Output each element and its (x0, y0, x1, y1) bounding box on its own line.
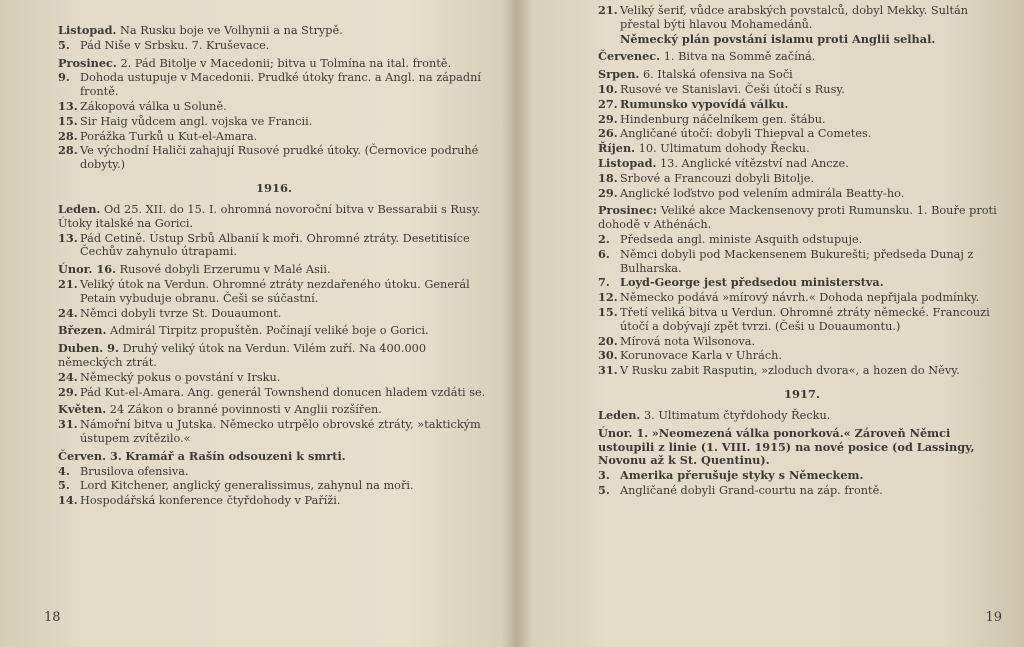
chronology-entry (598, 469, 1006, 483)
chronology-entry (58, 386, 490, 400)
entry-text: Německý plán povstání islamu proti Anglii selhal. (620, 31, 936, 46)
entry-text: 2. Pád Bitolje v Macedonii; bitva u Tolmína na ital. frontě. (120, 56, 452, 70)
entry-date: 29. (58, 384, 78, 399)
chronology-entry (58, 307, 490, 321)
entry-text: Korunovace Karla v Uhrách. (620, 349, 783, 363)
entry-date: 2. (598, 231, 610, 246)
chronology-entry (598, 127, 1006, 141)
entry-date: 21. (58, 276, 78, 291)
entry-date: 27. (598, 96, 618, 111)
entry-date: Červen. 3. (58, 448, 122, 463)
chronology-entry (58, 100, 490, 114)
right-block1 (598, 4, 1006, 378)
entry-text: 3. Ultimatum čtyřdohody Řecku. (643, 408, 831, 422)
entry-date: 24. (58, 305, 78, 320)
chronology-entry (58, 494, 490, 508)
entry-date: 13. (58, 98, 78, 113)
chronology-entry (598, 187, 1006, 201)
entry-date: 26. (598, 126, 618, 141)
entry-date: 5. (58, 478, 70, 493)
entry-date: 30. (598, 348, 618, 363)
entry-text: Brusilova ofensiva. (80, 464, 189, 478)
entry-text: Loyd-George jest předsedou ministerstva. (620, 275, 884, 290)
entry-text: Lord Kitchener, anglický generalissimus, zahynul na moři. (80, 479, 414, 493)
entry-text: Hindenburg náčelníkem gen. štábu. (620, 112, 826, 126)
entry-date: Leden. (598, 407, 641, 422)
chronology-entry (598, 484, 1006, 498)
entry-date: 14. (58, 493, 78, 508)
entry-date: Červenec. (598, 49, 661, 64)
entry-text: Mírová nota Wilsonova. (620, 334, 756, 348)
chronology-entry (58, 130, 490, 144)
entry-text: 6. Italská ofensiva na Soči (642, 68, 793, 82)
entry-text: 10. Ultimatum dohody Řecku. (638, 142, 810, 156)
chronology-entry (598, 409, 1006, 423)
entry-text: Hospodářská konference čtyřdohody v Paříži. (80, 494, 341, 508)
entry-date: 13. (58, 230, 78, 245)
entry-text: Veliké akce Mackensenovy proti Rumunsku. 1. Bouře proti dohodě v Athénách. (598, 204, 997, 232)
entry-text: Zákopová válka u Soluně. (80, 99, 227, 113)
chronology-entry (58, 278, 490, 306)
entry-text: Angličané útočí: dobyli Thiepval a Cometes. (620, 127, 872, 141)
entry-date: 9. (58, 70, 70, 85)
chronology-entry (598, 50, 1006, 64)
entry-text: Němci dobyli pod Mackensenem Bukurešti; předseda Dunaj z Bulharska. (620, 247, 974, 275)
entry-text: 13. Anglické vítězství nad Ancze. (660, 156, 849, 170)
entry-date: 29. (598, 185, 618, 200)
entry-text: Rusové dobyli Erzerumu v Malé Asii. (119, 263, 331, 277)
entry-date: Prosinec. (58, 55, 117, 70)
entry-text: Od 25. XII. do 15. I. ohromná novoroční bitva v Bessarabii s Rusy. Útoky italské na Gorici. (58, 202, 481, 230)
entry-date: Květen. (58, 402, 107, 417)
entry-date: 7. (598, 275, 610, 290)
chronology-entry (598, 204, 1006, 232)
entry-date: Leden. (58, 201, 101, 216)
chronology-entry (58, 263, 490, 277)
left-block1 (58, 24, 490, 172)
chronology-entry (598, 291, 1006, 305)
entry-text: »Neomezená válka ponorková.« Zároveň Němci ustoupili z linie (1. VIII. 1915) na nové posice (od Lassingy, Novonu až k St. Quentinu). (598, 425, 975, 468)
chronology-entry (58, 324, 490, 338)
chronology-entry (58, 71, 490, 99)
entry-date: 12. (598, 290, 618, 305)
entry-date: 24. (58, 369, 78, 384)
entry-text: Veliký šerif, vůdce arabských povstalců, dobyl Mekky. Sultán přestal býti hlavou Mohamedánů. (620, 4, 969, 31)
chronology-entry (598, 364, 1006, 378)
entry-text: Sir Haig vůdcem angl. vojska ve Francii. (80, 114, 313, 128)
chronology-entry (598, 33, 1006, 47)
entry-date: 10. (598, 81, 618, 96)
entry-date: Únor. 1. (598, 425, 649, 440)
chronology-entry (58, 479, 490, 493)
chronology-entry (598, 83, 1006, 97)
entry-date: 28. (58, 128, 78, 143)
entry-text: Anglické loďstvo pod velením admirála Beatty-ho. (620, 186, 905, 200)
entry-date: Únor. 16. (58, 262, 117, 277)
entry-date: Duben. 9. (58, 341, 119, 356)
chronology-entry (598, 349, 1006, 363)
entry-date: 20. (598, 333, 618, 348)
entry-text: Kramář a Rašín odsouzeni k smrti. (125, 448, 346, 463)
entry-date: 31. (598, 363, 618, 378)
chronology-entry (598, 157, 1006, 171)
entry-date: 15. (598, 304, 618, 319)
chronology-entry (598, 248, 1006, 276)
entry-date: Listopad. (58, 23, 117, 37)
chronology-entry (598, 233, 1006, 247)
entry-date: Říjen. (598, 141, 636, 156)
entry-text: Pád Cetině. Ústup Srbů Albanií k moři. Ohromné ztráty. Desetitisíce Čechův zahynulo útrapami. (80, 231, 470, 259)
entry-date: 5. (598, 482, 610, 497)
chronology-entry (598, 306, 1006, 334)
entry-text: Admirál Tirpitz propuštěn. Počínají veliké boje o Gorici. (110, 324, 429, 338)
chronology-entry (58, 418, 490, 446)
chronology-entry (598, 276, 1006, 290)
entry-text: Amerika přerušuje styky s Německem. (620, 468, 864, 483)
chronology-entry (58, 342, 490, 370)
chronology-entry (598, 4, 1006, 32)
chronology-entry (58, 403, 490, 417)
entry-date: 28. (58, 143, 78, 158)
chronology-entry (58, 203, 490, 231)
chronology-entry (58, 144, 490, 172)
chronology-entry (58, 232, 490, 260)
entry-date: Srpen. (598, 67, 640, 82)
chronology-entry (58, 465, 490, 479)
chronology-entry (598, 113, 1006, 127)
entry-date: Prosinec: (598, 203, 658, 218)
entry-date: Březen. (58, 323, 107, 338)
entry-text: 1. Bitva na Sommě začíná. (663, 50, 816, 64)
entry-text: Srbové a Francouzi dobyli Bitolje. (620, 171, 815, 185)
chronology-entry (598, 172, 1006, 186)
entry-date: 21. (598, 3, 618, 17)
entry-text: Němci dobyli tvrze St. Douaumont. (80, 306, 282, 320)
entry-text: Ve východní Haliči zahajují Rusové prudké útoky. (Černovice podruhé dobyty.) (80, 144, 479, 172)
entry-date: 6. (598, 246, 610, 261)
entry-text: Dohoda ustupuje v Macedonii. Prudké útoky franc. a Angl. na západní frontě. (80, 71, 482, 99)
entry-text: Německo podává »mírový návrh.« Dohoda nepřijala podmínky. (620, 291, 980, 305)
left-page (0, 0, 510, 647)
chronology-entry (598, 427, 1006, 468)
entry-date: 3. (598, 468, 610, 483)
entry-date: Listopad. (598, 155, 657, 170)
left-block2 (58, 203, 490, 508)
entry-text: V Rusku zabit Rasputin, »zloduch dvora«, a hozen do Něvy. (620, 364, 960, 378)
chronology-entry (598, 98, 1006, 112)
entry-text: Angličané dobyli Grand-courtu na záp. frontě. (620, 483, 883, 497)
year-heading-1916: 1916. (255, 180, 292, 195)
chronology-entry (58, 57, 490, 71)
chronology-entry (58, 371, 490, 385)
entry-text: Německý pokus o povstání v Irsku. (80, 370, 281, 384)
right-page (528, 0, 1024, 647)
entry-text: Porážka Turků u Kut-el-Amara. (80, 129, 258, 143)
entry-text: Pád Niše v Srbsku. 7. Kruševace. (80, 38, 270, 52)
chronology-entry (598, 142, 1006, 156)
chronology-entry (58, 450, 490, 464)
chronology-entry (598, 68, 1006, 82)
chronology-entry (58, 39, 490, 53)
page-number-left: 18 (44, 610, 61, 625)
chronology-entry (58, 24, 490, 38)
entry-text: Pád Kut-el-Amara. Ang. generál Townshend donucen hladem vzdáti se. (80, 385, 486, 399)
right-block2 (598, 409, 1006, 498)
chronology-entry (58, 115, 490, 129)
entry-date: 31. (58, 417, 78, 432)
entry-date: 4. (58, 463, 70, 478)
entry-text: Rumunsko vypovídá válku. (620, 96, 789, 111)
entry-date: 29. (598, 111, 618, 126)
page-number-right: 19 (985, 610, 1002, 625)
entry-text: Veliký útok na Verdun. Ohromné ztráty nezdařeného útoku. Generál Petain vybuduje obranu. Češi se súčastní. (80, 277, 470, 305)
entry-date: 5. (58, 37, 70, 52)
entry-date: 18. (598, 170, 618, 185)
entry-text: Rusové ve Stanislavi. Češi útočí s Rusy. (620, 82, 845, 96)
entry-date: 15. (58, 113, 78, 128)
entry-text: Předseda angl. ministe Asquith odstupuje. (620, 232, 863, 246)
year-heading-1917: 1917. (783, 386, 820, 401)
entry-text: 24 Zákon o branné povinnosti v Anglii rozšířen. (109, 403, 382, 417)
entry-text: Druhý veliký útok na Verdun. Vilém zuří. Na 400.000 německých ztrát. (58, 342, 427, 369)
chronology-entry (598, 335, 1006, 349)
entry-text: Třetí veliká bitva u Verdun. Ohromné ztráty německé. Francouzi útočí a dobývají zpět tvrzi. (Češi u Douaumontu.) (620, 305, 990, 333)
entry-text: Námořní bitva u Jutska. Německo utrpělo obrovské ztráty, »taktickým ústupem zvítězilo.« (80, 418, 481, 445)
entry-text: Na Rusku boje ve Volhynii a na Strypě. (120, 24, 343, 37)
